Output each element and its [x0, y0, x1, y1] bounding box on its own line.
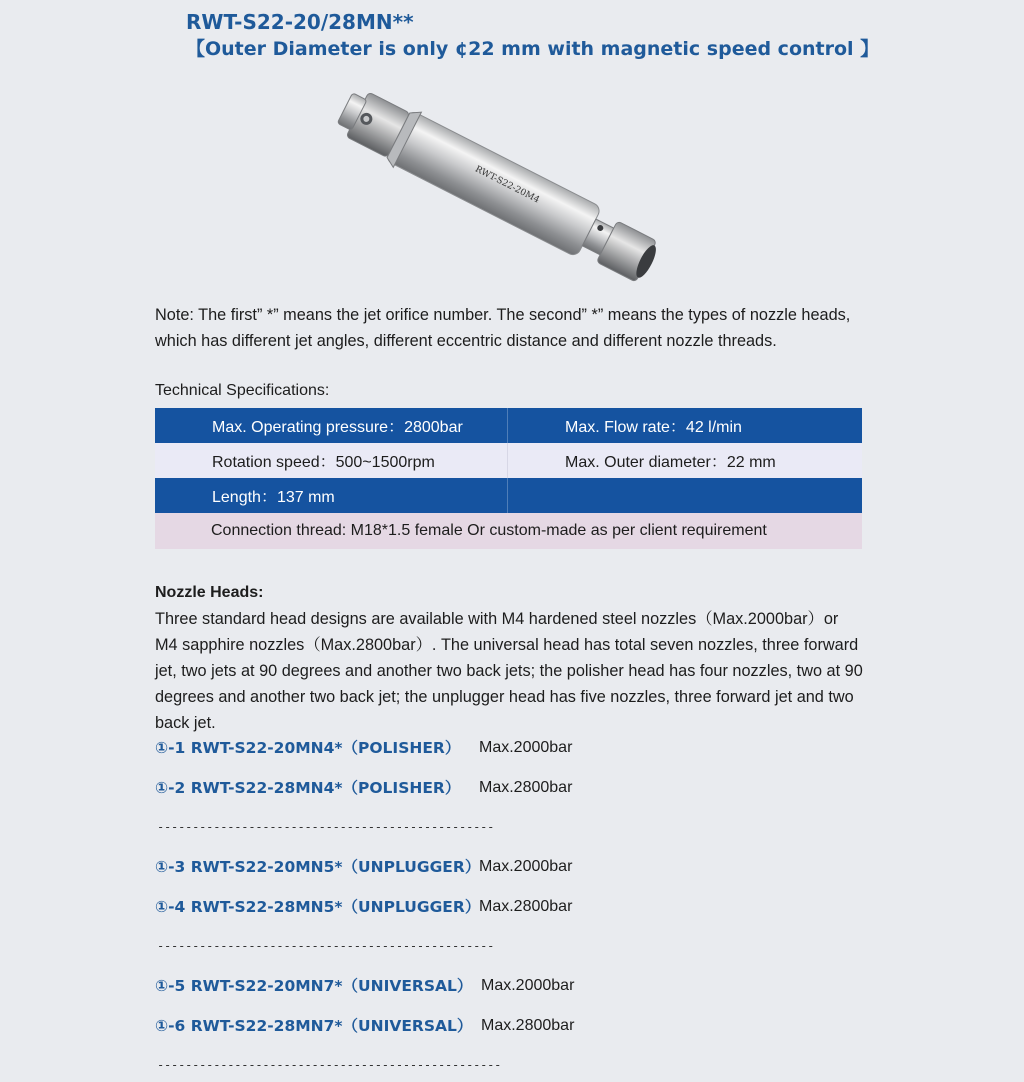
model-pressure: Max.2000bar	[481, 977, 575, 994]
spec-row-connection	[155, 513, 862, 549]
spec-cell: Rotation speed：500~1500rpm	[155, 443, 508, 478]
spec-row	[155, 408, 862, 443]
spec-row	[155, 478, 862, 513]
divider-line: ------------------------------------------------	[157, 820, 495, 834]
divider-line: ------------------------------------------------	[157, 939, 495, 953]
spec-cell	[508, 478, 862, 513]
spec-cell: Max. Operating pressure：2800bar	[155, 408, 508, 443]
spec-cell-connection: Connection thread: M18*1.5 female Or custom-made as per client requirement	[211, 522, 767, 539]
model-name: ①-5 RWT-S22-20MN7*（UNIVERSAL）	[155, 977, 473, 995]
model-name: ①-4 RWT-S22-28MN5*（UNPLUGGER）	[155, 898, 481, 916]
spec-cell: Length：137 mm	[155, 478, 508, 513]
product-engraving: RWT-S22-20M4	[473, 164, 541, 206]
model-name: ①-2 RWT-S22-28MN4*（POLISHER）	[155, 779, 461, 797]
spec-table	[155, 408, 862, 549]
product-image	[320, 92, 680, 282]
model-pressure: Max.2000bar	[479, 739, 573, 756]
model-pressure: Max.2800bar	[479, 779, 573, 796]
spec-cell: Max. Outer diameter：22 mm	[565, 454, 776, 471]
spec-cell: Max. Flow rate：42 l/min	[565, 419, 742, 436]
model-pressure: Max.2000bar	[479, 858, 573, 875]
page-title: RWT-S22-20/28MN**	[186, 10, 414, 34]
divider-line: -------------------------------------------------	[157, 1058, 502, 1072]
spec-row	[155, 443, 862, 478]
model-pressure: Max.2800bar	[481, 1017, 575, 1034]
model-name: ①-6 RWT-S22-28MN7*（UNIVERSAL）	[155, 1017, 473, 1035]
model-name: ①-3 RWT-S22-20MN5*（UNPLUGGER）	[155, 858, 481, 876]
spec-title: Technical Specifications:	[155, 382, 330, 399]
model-name: ①-1 RWT-S22-20MN4*（POLISHER）	[155, 739, 461, 757]
nozzle-heading: Nozzle Heads:	[155, 584, 264, 601]
model-pressure: Max.2800bar	[479, 898, 573, 915]
nozzle-description: Three standard head designs are available with M4 hardened steel nozzles（Max.2000bar）or M4 sapphire nozzles（Max.2800bar）. The universal head has total seven nozzles, three forward jet, two jets at 90 degrees and another two back jets; the polisher head has four nozzles, two at 90 degrees and another two back jet; the unplugger head has five nozzles, three forward jet and two back jet.	[155, 610, 863, 732]
note-text: Note: The first” *” means the jet orifice number. The second” *” means the types of nozzle heads, which has different jet angles, different eccentric distance and different nozzle threads.	[155, 306, 851, 350]
page-subtitle: 【Outer Diameter is only ¢22 mm with magnetic speed control 】	[186, 38, 880, 60]
